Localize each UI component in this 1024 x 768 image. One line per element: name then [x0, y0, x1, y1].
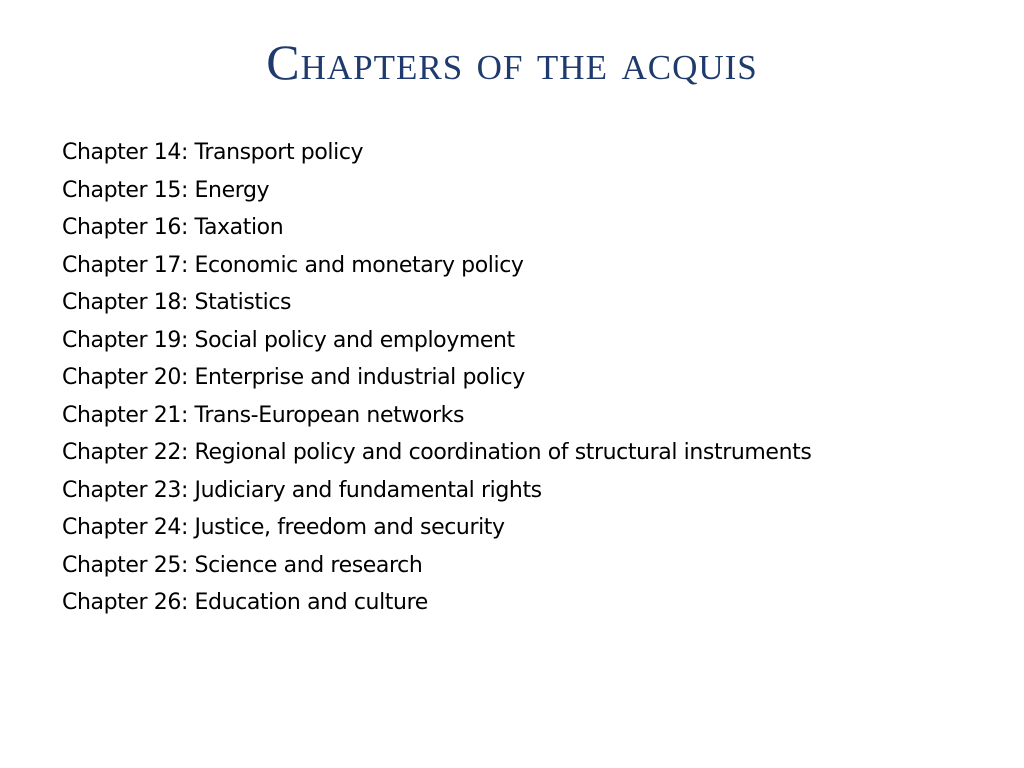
- chapter-item-19: Chapter 19: Social policy and employment: [62, 327, 515, 353]
- slide-title: Chapters of the acquis: [266, 34, 758, 90]
- chapter-item-21: Chapter 21: Trans-European networks: [62, 402, 465, 428]
- chapter-item-26: Chapter 26: Education and culture: [62, 590, 428, 615]
- chapter-item-15: Chapter 15: Energy: [62, 177, 270, 203]
- chapter-item-25: Chapter 25: Science and research: [62, 552, 423, 578]
- chapter-item-22: Chapter 22: Regional policy and coordination of structural instruments: [62, 440, 812, 465]
- chapter-list: [62, 134, 1002, 622]
- chapter-item-17: Chapter 17: Economic and monetary policy: [62, 252, 524, 278]
- chapter-item-18: Chapter 18: Statistics: [62, 290, 292, 315]
- chapter-item-23: Chapter 23: Judiciary and fundamental rights: [62, 477, 542, 503]
- chapter-item-24: Chapter 24: Justice, freedom and security: [62, 515, 505, 540]
- chapter-item-16: Chapter 16: Taxation: [62, 215, 284, 240]
- chapter-item-14: Chapter 14: Transport policy: [62, 140, 364, 165]
- chapter-item-20: Chapter 20: Enterprise and industrial policy: [62, 365, 525, 390]
